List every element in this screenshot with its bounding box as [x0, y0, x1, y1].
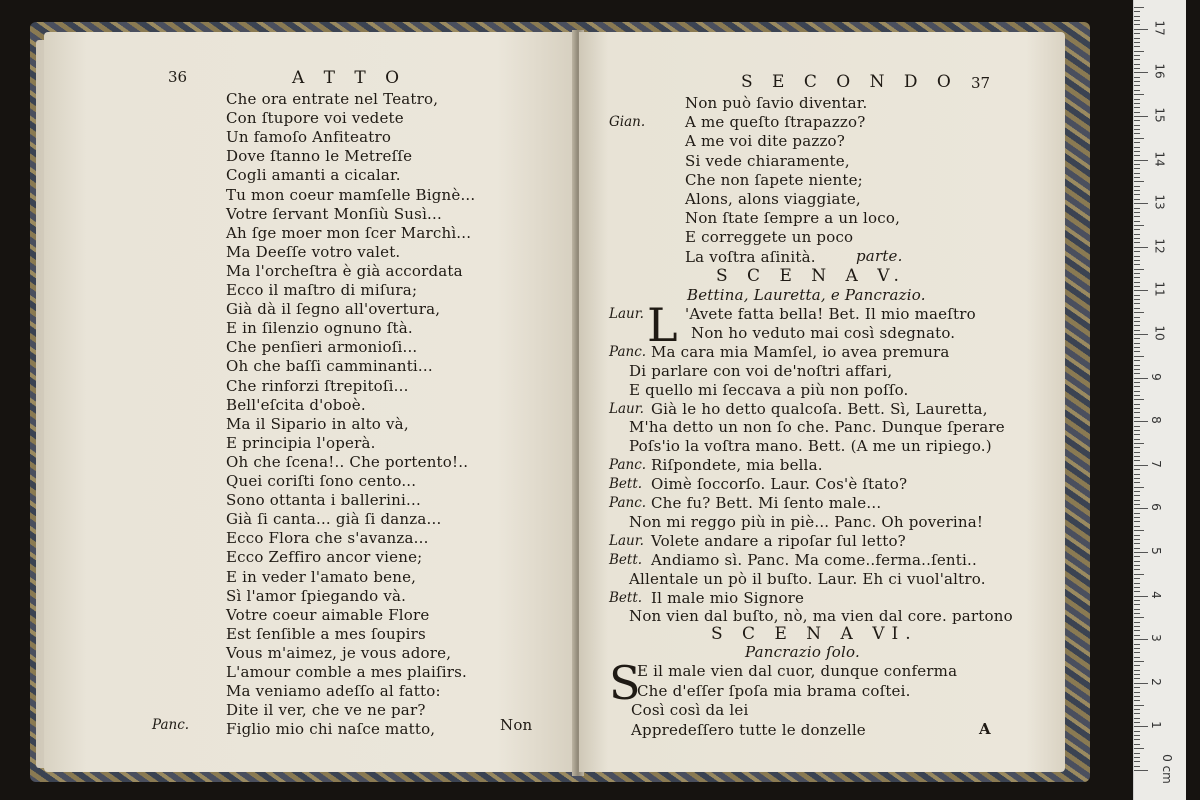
ruler-tick — [1134, 648, 1140, 649]
dialogue-line: Che fu? Bett. Mi ſento male... — [651, 494, 882, 512]
verse-line: E il male vien dal cuor, dunque conferma — [637, 662, 958, 680]
verse-line: Che ora entrate nel Teatro, — [226, 90, 439, 108]
ruler-tick — [1134, 46, 1140, 47]
ruler-tick — [1134, 94, 1144, 95]
signature-mark: A — [979, 720, 991, 738]
ruler-tick — [1134, 112, 1140, 113]
ruler-tick — [1134, 430, 1140, 431]
ruler-tick — [1134, 630, 1140, 631]
ruler-tick — [1134, 700, 1140, 701]
dialogue-line: E quello mi ſeccava a più non poſſo. — [629, 380, 909, 399]
ruler-tick — [1134, 469, 1140, 470]
verse-line: Ecco Zeffiro ancor viene; — [226, 548, 423, 567]
verse-line: Oh che ſcena!.. Che portento!.. — [226, 452, 469, 471]
ruler-tick — [1134, 500, 1140, 501]
ruler-number: 16 — [1152, 63, 1167, 80]
ruler-tick — [1134, 365, 1140, 366]
ruler-tick — [1134, 495, 1140, 496]
ruler-tick — [1134, 107, 1140, 108]
ruler-tick — [1134, 295, 1140, 296]
ruler-tick — [1134, 38, 1140, 39]
verse-line: E principia l'operà. — [226, 433, 376, 452]
ruler-tick — [1134, 229, 1140, 230]
ruler-tick — [1134, 530, 1144, 531]
dialogue-line: 'Avete fatta bella! Bet. Il mio maeſtro — [685, 305, 976, 323]
ruler-tick — [1134, 234, 1140, 235]
ruler-number: 14 — [1152, 150, 1167, 167]
ruler-tick — [1134, 299, 1140, 300]
verse-line: Quei coriſti ſono cento... — [226, 472, 417, 490]
ruler-tick — [1134, 661, 1144, 662]
ruler-tick — [1134, 29, 1148, 30]
ruler-tick — [1134, 722, 1140, 723]
verse-line: Ma il Sipario in alto và, — [226, 414, 409, 433]
ruler-number: 10 — [1152, 325, 1167, 341]
dialogue-line: Allentale un pò il buſto. Laur. Eh ci vuol'altro. — [629, 569, 986, 588]
ruler-number: 9 — [1148, 372, 1163, 381]
verse-line: Già ſi canta... già ſi danza... — [226, 510, 442, 529]
ruler-tick — [1134, 604, 1140, 605]
ruler-tick — [1134, 303, 1140, 304]
ruler-tick — [1134, 465, 1148, 466]
ruler-tick — [1134, 569, 1140, 570]
ruler-tick — [1134, 508, 1148, 509]
ruler-number: 2 — [1148, 677, 1163, 686]
ruler-tick — [1134, 129, 1140, 130]
dialogue-line: Non può ſavio diventar. — [685, 94, 868, 112]
dialogue-line: Già le ho detto qualcoſa. Bett. Sì, Lauretta, — [651, 399, 988, 418]
verse-line: Ma l'orcheſtra è già accordata — [226, 261, 463, 280]
ruler-tick — [1134, 42, 1140, 43]
ruler-tick — [1134, 452, 1140, 453]
ruler-tick — [1134, 417, 1140, 418]
ruler-tick — [1134, 11, 1140, 12]
dialogue-line: Poſs'io la voſtra mano. Bett. (A me un ripiego.) — [629, 437, 992, 456]
ruler-number: 5 — [1148, 547, 1163, 555]
ruler-tick — [1134, 696, 1140, 697]
scene-5-dropcap: L — [647, 298, 678, 352]
ruler-tick — [1134, 617, 1144, 618]
ruler-tick — [1134, 713, 1140, 714]
ruler-tick — [1134, 77, 1140, 78]
ruler-tick — [1134, 443, 1144, 444]
verse-line: Appredeſſero tutte le donzelle — [631, 720, 866, 739]
dialogue-line: Non mi reggo più in piè... Panc. Oh poverina! — [629, 512, 984, 531]
ruler-tick — [1134, 613, 1140, 614]
verse-line: Dove ſtanno le Metreſſe — [226, 147, 413, 166]
ruler-tick — [1134, 739, 1140, 740]
ruler-tick — [1134, 16, 1140, 17]
ruler-tick — [1134, 709, 1140, 710]
ruler-tick — [1134, 552, 1148, 553]
ruler-tick — [1134, 412, 1140, 413]
ruler-tick — [1134, 535, 1140, 536]
verse-line: E in ſilenzio ognuno ſtà. — [226, 319, 413, 338]
ruler-number: 13 — [1152, 194, 1167, 210]
ruler-tick — [1134, 399, 1144, 400]
scene-5-title: S C E N A V. — [716, 266, 906, 286]
ruler-tick — [1134, 33, 1140, 34]
ruler-tick — [1134, 177, 1140, 178]
ruler-tick — [1134, 173, 1140, 174]
ruler-tick — [1134, 221, 1140, 222]
ruler-tick — [1134, 147, 1140, 148]
ruler-tick — [1134, 665, 1140, 666]
ruler-tick — [1134, 264, 1140, 265]
ruler-tick — [1134, 81, 1140, 82]
speaker-label: Gian. — [609, 114, 646, 131]
ruler-tick — [1134, 286, 1140, 287]
ruler-tick — [1134, 125, 1140, 126]
speaker-label: Laur. — [609, 400, 644, 417]
ruler-tick — [1134, 565, 1140, 566]
ruler-tick — [1134, 90, 1140, 91]
verse-line: Con ſtupore voi vedete — [226, 109, 404, 128]
ruler-tick — [1134, 761, 1140, 762]
ruler-tick — [1134, 404, 1140, 405]
ruler-tick — [1134, 369, 1140, 370]
ruler-tick — [1134, 317, 1140, 318]
ruler-tick — [1134, 351, 1140, 352]
ruler-tick — [1134, 55, 1140, 56]
verse-line: Sì l'amor ſpiegando và. — [226, 586, 407, 605]
ruler-tick — [1134, 160, 1148, 161]
ruler-tick — [1134, 652, 1140, 653]
ruler-tick — [1134, 657, 1140, 658]
dialogue-line: M'ha detto un non ſo che. Panc. Dunque ſperare — [629, 418, 1005, 437]
dialogue-line: Di parlare con voi de'noſtri affari, — [629, 361, 893, 380]
ruler-tick — [1134, 99, 1140, 100]
verse-line: Un famoſo Anfiteatro — [226, 128, 392, 147]
ruler-tick — [1134, 408, 1140, 409]
left-page-number: 36 — [168, 68, 188, 86]
ruler-tick — [1134, 269, 1144, 270]
ruler-tick — [1134, 190, 1140, 191]
ruler-tick — [1134, 247, 1148, 248]
speaker-label: Panc. — [609, 343, 647, 360]
dialogue-line: Alons, alons viaggiate, — [685, 190, 861, 208]
ruler-tick — [1134, 321, 1140, 322]
ruler-tick — [1134, 548, 1140, 549]
ruler-tick — [1134, 347, 1140, 348]
dialogue-line: A me queſto ſtrapazzo? — [685, 113, 866, 132]
ruler-tick — [1134, 504, 1140, 505]
ruler-tick — [1134, 395, 1140, 396]
ruler-tick — [1134, 325, 1140, 326]
dialogue-line: Che non ſapete niente; — [685, 170, 863, 189]
ruler-tick — [1134, 578, 1140, 579]
dialogue-line: Andiamo sì. Panc. Ma come..ferma..ſenti.. — [651, 550, 977, 569]
ruler-tick — [1134, 72, 1148, 73]
ruler-number: 8 — [1148, 416, 1163, 425]
left-last-speaker: Panc. — [152, 717, 190, 733]
ruler-tick — [1134, 373, 1140, 374]
verse-line: Tu mon coeur mamſelle Bignè... — [226, 185, 476, 204]
ruler-tick — [1134, 482, 1140, 483]
ruler-tick — [1134, 142, 1140, 143]
ruler-tick — [1134, 670, 1140, 671]
dialogue-line: Non ſtate ſempre a un loco, — [685, 209, 901, 228]
ruler-tick — [1134, 378, 1148, 379]
ruler-tick — [1134, 208, 1140, 209]
ruler-tick — [1134, 596, 1148, 597]
ruler-tick — [1134, 609, 1140, 610]
ruler-tick — [1134, 587, 1140, 588]
ruler-tick — [1134, 256, 1140, 257]
ruler-tick — [1134, 687, 1140, 688]
speaker-label: Bett. — [609, 476, 643, 493]
ruler-tick — [1134, 225, 1144, 226]
ruler-tick — [1134, 753, 1140, 754]
ruler-tick — [1134, 64, 1140, 65]
ruler-tick — [1134, 164, 1140, 165]
ruler-tick — [1134, 338, 1140, 339]
ruler-tick — [1134, 521, 1140, 522]
speaker-label: Laur. — [609, 306, 644, 322]
verse-line: Ecco Flora che s'avanza... — [226, 529, 429, 548]
ruler-tick — [1134, 439, 1140, 440]
ruler-tick — [1134, 748, 1144, 749]
speaker-label: Bett. — [609, 589, 643, 606]
ruler-tick — [1134, 85, 1140, 86]
ruler-tick — [1134, 238, 1140, 239]
verse-line: Ecco il maſtro di miſura; — [226, 281, 418, 299]
ruler-tick — [1134, 556, 1140, 557]
ruler-tick — [1134, 718, 1140, 719]
ruler-number: 11 — [1152, 281, 1167, 298]
verse-line: Che penſieri armonioſi... — [226, 338, 418, 357]
scene-6-title: S C E N A VI. — [711, 624, 918, 644]
ruler-tick — [1134, 539, 1140, 540]
verse-line: L'amour comble a mes plaiſirs. — [226, 663, 467, 681]
ruler-tick — [1134, 199, 1140, 200]
verse-line: Votre coeur aimable Flore — [226, 605, 430, 624]
speaker-label: Panc. — [609, 495, 647, 511]
dialogue-line: Volete andare a ripoſar ſul letto? — [651, 531, 906, 550]
ruler-tick — [1134, 591, 1140, 592]
ruler-tick — [1134, 478, 1140, 479]
verse-line: Bell'eſcita d'oboè. — [226, 395, 366, 414]
ruler-tick — [1134, 386, 1140, 387]
ruler-tick — [1134, 391, 1140, 392]
ruler-number: 12 — [1152, 238, 1167, 254]
ruler-tick — [1134, 133, 1140, 134]
ruler-number: 4 — [1148, 590, 1163, 599]
ruler-tick — [1134, 68, 1140, 69]
dialogue-line: La voſtra aſinità. — [685, 247, 816, 266]
verse-line: Figlio mio chi naſce matto, — [226, 720, 436, 739]
dialogue-line: Non ho veduto mai così sdegnato. — [691, 323, 956, 342]
ruler-tick — [1134, 705, 1144, 706]
speaker-label: Bett. — [609, 551, 643, 568]
ruler-tick — [1134, 260, 1140, 261]
verse-line: Ah ſge moer mon ſcer Marchì... — [226, 223, 472, 242]
ruler-tick — [1134, 282, 1140, 283]
ruler-tick — [1134, 343, 1140, 344]
verse-line: Che d'eſſer ſpoſa mia brama coſtei. — [637, 681, 911, 700]
ruler-number: 1 — [1148, 721, 1163, 730]
ruler-tick — [1134, 561, 1140, 562]
ruler-tick — [1134, 757, 1140, 758]
ruler-tick — [1134, 635, 1140, 636]
ruler-tick — [1134, 434, 1140, 435]
ruler-tick — [1134, 216, 1140, 217]
ruler-tick — [1134, 242, 1140, 243]
verse-line: Vous m'aimez, je vous adore, — [226, 643, 452, 662]
ruler-tick — [1134, 59, 1140, 60]
ruler-tick — [1134, 487, 1144, 488]
ruler-tick — [1134, 308, 1140, 309]
verse-line: Cogli amanti a cicalar. — [226, 166, 401, 185]
ruler-tick — [1134, 138, 1144, 139]
ruler-tick — [1134, 600, 1140, 601]
ruler-tick — [1134, 574, 1144, 575]
ruler-tick — [1134, 186, 1140, 187]
dialogue-line: E correggete un poco — [685, 228, 854, 247]
ruler-tick — [1134, 543, 1140, 544]
ruler-tick — [1134, 116, 1148, 117]
ruler-tick — [1134, 770, 1148, 771]
ruler-tick — [1134, 674, 1140, 675]
ruler-tick — [1134, 181, 1144, 182]
ruler-tick — [1134, 583, 1140, 584]
ruler-tick — [1134, 726, 1148, 727]
ruler-tick — [1134, 735, 1140, 736]
speaker-label: Panc. — [609, 457, 647, 474]
left-page — [44, 32, 577, 772]
right-page — [579, 32, 1065, 772]
exit-stage-direction: parte. — [856, 247, 903, 265]
verse-line: Est ſenſible a mes ſoupirs — [226, 624, 426, 643]
ruler-number: 0 cm — [1159, 754, 1174, 784]
ruler-tick — [1134, 426, 1140, 427]
dialogue-line: Il male mio Signore — [651, 588, 805, 607]
scene-6-cast: Pancrazio ſolo. — [745, 643, 860, 661]
ruler-tick — [1134, 731, 1140, 732]
ruler-tick — [1134, 626, 1140, 627]
verse-line: Oh che baſſi camminanti... — [226, 357, 433, 376]
ruler-tick — [1134, 273, 1140, 274]
ruler-tick — [1134, 212, 1140, 213]
ruler-tick — [1134, 155, 1140, 156]
ruler-tick — [1134, 692, 1140, 693]
right-page-number: 37 — [971, 74, 991, 92]
verse-line: Sono ottanta i ballerini... — [226, 491, 421, 510]
ruler-tick — [1134, 683, 1148, 684]
ruler-tick — [1134, 639, 1148, 640]
ruler-tick — [1134, 334, 1148, 335]
ruler-tick — [1134, 491, 1140, 492]
measurement-ruler — [1133, 0, 1186, 800]
verse-line: Già dà il ſegno all'overtura, — [226, 300, 441, 319]
dialogue-line: Si vede chiaramente, — [685, 151, 850, 170]
scene-5-cast: Bettina, Lauretta, e Pancrazio. — [687, 286, 926, 304]
ruler-tick — [1134, 194, 1140, 195]
speaker-label: Laur. — [609, 532, 644, 549]
ruler-tick — [1134, 312, 1144, 313]
ruler-tick — [1134, 447, 1140, 448]
verse-line: Così così da lei — [631, 701, 749, 719]
ruler-tick — [1134, 474, 1140, 475]
ruler-number: 6 — [1148, 503, 1163, 512]
ruler-tick — [1134, 622, 1140, 623]
ruler-tick — [1134, 678, 1140, 679]
dialogue-line: A me voi dite pazzo? — [685, 132, 846, 151]
ruler-tick — [1134, 382, 1140, 383]
ruler-number: 3 — [1148, 634, 1163, 643]
ruler-tick — [1134, 51, 1144, 52]
left-running-head: A T T O — [292, 68, 407, 88]
verse-line: E in veder l'amato bene, — [226, 567, 417, 586]
ruler-tick — [1134, 517, 1140, 518]
dialogue-line: Non vien dal buſto, nò, ma vien dal core. partono — [629, 607, 1013, 626]
ruler-number: 17 — [1152, 20, 1167, 36]
ruler-tick — [1134, 20, 1140, 21]
ruler-tick — [1134, 526, 1140, 527]
verse-line: Ma Deeſſe votro valet. — [226, 242, 401, 261]
ruler-tick — [1134, 360, 1140, 361]
dialogue-line: Riſpondete, mia bella. — [651, 456, 823, 475]
right-running-head: S E C O N D O — [741, 72, 958, 92]
ruler-tick — [1134, 168, 1140, 169]
ruler-number: 7 — [1148, 459, 1163, 468]
ruler-tick — [1134, 203, 1148, 204]
ruler-tick — [1134, 766, 1140, 767]
verse-line: Votre ſervant Monſiù Susì... — [226, 204, 442, 223]
ruler-tick — [1134, 120, 1140, 121]
ruler-tick — [1134, 744, 1140, 745]
ruler-tick — [1134, 456, 1140, 457]
dialogue-line: Oimè ſoccorſo. Laur. Cos'è ſtato? — [651, 475, 908, 494]
catchword: Non — [500, 716, 533, 734]
ruler-tick — [1134, 513, 1140, 514]
ruler-tick — [1134, 421, 1148, 422]
ruler-tick — [1134, 24, 1140, 25]
ruler-tick — [1134, 103, 1140, 104]
ruler-tick — [1134, 7, 1144, 8]
ruler-tick — [1134, 460, 1140, 461]
ruler-tick — [1134, 277, 1140, 278]
ruler-tick — [1134, 644, 1140, 645]
verse-line: Ma veniamo adeſſo al fatto: — [226, 682, 441, 701]
dialogue-line: Ma cara mia Mamſel, io avea premura — [651, 342, 950, 361]
scene-6-dropcap: S — [609, 656, 641, 710]
verse-line: Che rinforzi ſtrepitoſi... — [226, 376, 409, 395]
ruler-tick — [1134, 356, 1144, 357]
verse-line: Dite il ver, che ve ne par? — [226, 701, 426, 720]
ruler-tick — [1134, 151, 1140, 152]
ruler-tick — [1134, 290, 1148, 291]
ruler-tick — [1134, 330, 1140, 331]
ruler-number: 15 — [1152, 107, 1167, 123]
ruler-tick — [1134, 251, 1140, 252]
